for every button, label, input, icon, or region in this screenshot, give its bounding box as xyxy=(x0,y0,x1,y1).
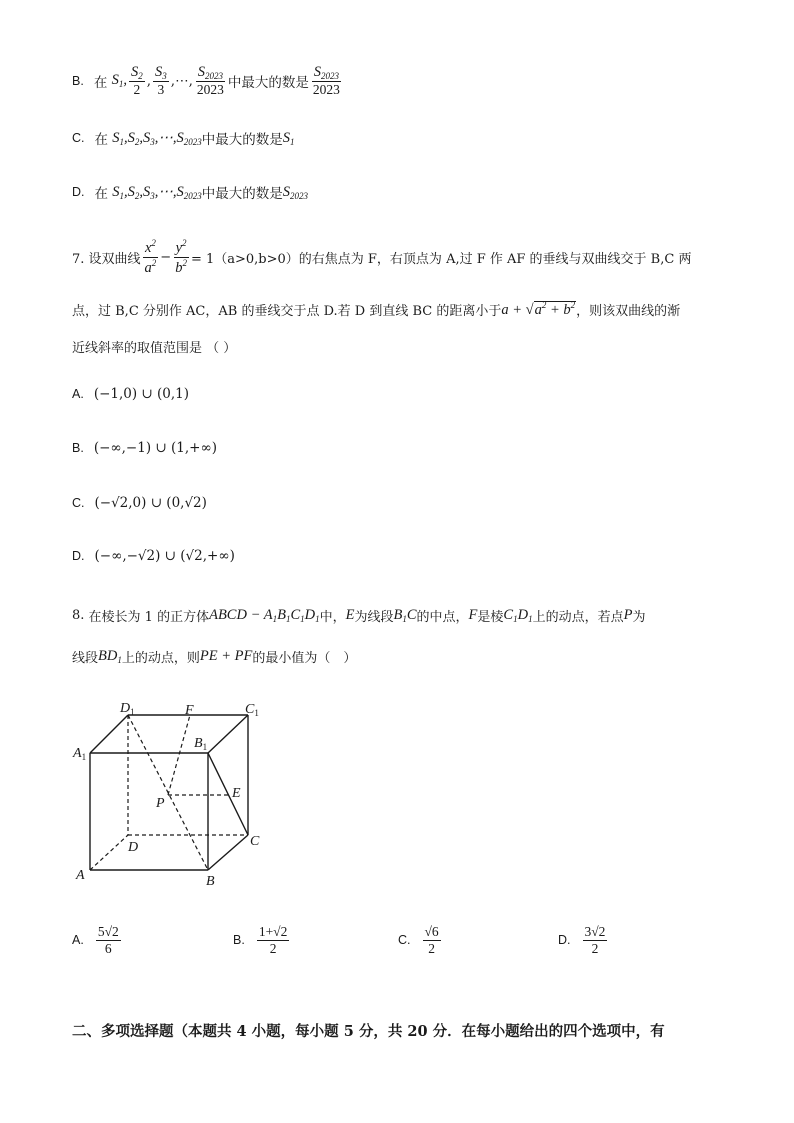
math: E xyxy=(345,607,355,623)
q7-option-c xyxy=(72,495,207,511)
math: $B_1C$ xyxy=(393,607,417,624)
math: F xyxy=(468,607,478,623)
q8-option-a xyxy=(72,924,123,956)
label-a1: $A_1$ xyxy=(73,746,87,762)
text: 上的动点，则 xyxy=(121,651,200,666)
q7-stem-line3 xyxy=(72,337,236,356)
math: $S_1$, xyxy=(111,72,127,90)
math: $C_1D_1$ xyxy=(503,607,533,624)
option-label: D. xyxy=(72,549,85,563)
fraction: $\frac{y^2}{b^2}$ xyxy=(175,238,187,276)
fraction: $\frac{1+√2}{2}$ xyxy=(258,924,288,956)
q7-stem-line1: 7. 设双曲线 $\frac{x^2}{a^2}$ − $\frac{y^2}{b^2}$ = 1（a>0,b>0）的右焦点为 F，右顶点为 A,过 F 作 AF 的垂线与双曲线交于 B,C 两 xyxy=(72,238,692,276)
edge-a1d1 xyxy=(90,715,128,753)
text: 中， xyxy=(319,610,346,625)
text: 的最小值为（ ） xyxy=(252,651,357,666)
q6-option-c xyxy=(72,128,295,148)
fraction: $\frac{S_{2023}}{2023}$ xyxy=(312,64,340,98)
text: 在棱长为 1 的正方体 xyxy=(88,610,210,625)
label-d1: $D_1$ xyxy=(120,701,135,717)
question-number: 8. xyxy=(72,608,85,623)
fraction: $\frac{5√2}{6}$ xyxy=(97,924,119,956)
text: 在 xyxy=(94,186,108,202)
text: = 1（a>0,b>0）的右焦点为 F，右顶点为 A,过 F 作 AF 的垂线与双曲线交于 B,C 两 xyxy=(190,251,692,267)
segment-pf xyxy=(168,715,190,795)
option-label: B. xyxy=(72,73,84,88)
option-label: C. xyxy=(398,933,411,948)
section-heading: 二、多项选择题（本题共 4 小题，每小题 5 分，共 20 分．在每小题给出的四个选项中，有 xyxy=(72,1023,665,1040)
option-label: C. xyxy=(72,131,85,145)
option-text: (−∞,−√2) ∪ (√2,+∞) xyxy=(94,548,235,564)
label-d: D xyxy=(128,840,139,855)
option-label: B. xyxy=(72,441,84,455)
option-text: (−√2,0) ∪ (0,√2) xyxy=(94,495,207,511)
text: 中最大的数是 xyxy=(227,74,309,91)
math: $BD_1$ xyxy=(98,648,122,665)
q7-option-a xyxy=(72,386,189,402)
option-label: A. xyxy=(72,387,84,401)
fraction: $\frac{S_2}{2}$ xyxy=(130,64,143,98)
math: P xyxy=(623,607,633,623)
text: 在 xyxy=(94,132,108,148)
edge-b1c1 xyxy=(208,715,248,753)
text: 上的动点，若点 xyxy=(532,610,624,625)
math: $S_{2023}$ xyxy=(282,183,309,201)
fraction: $\frac{S_{2023}}{2023}$ xyxy=(196,64,224,98)
q7-option-b xyxy=(72,440,217,456)
edge-bc xyxy=(208,835,248,870)
label-c: C xyxy=(250,834,260,849)
math: PE + PF xyxy=(199,648,253,664)
math: ABCD − $A_1B_1C_1D_1$ xyxy=(209,607,320,624)
math: $S_1$ xyxy=(282,129,295,147)
text: 近线斜率的取值范围是 （ ） xyxy=(72,341,237,356)
text: 为线段 xyxy=(354,610,394,625)
option-label: C. xyxy=(72,496,85,510)
edge-ad-hidden xyxy=(90,835,128,870)
text: ，则该双曲线的渐 xyxy=(576,304,681,319)
q7-option-d xyxy=(72,548,235,564)
q8-stem-line2 xyxy=(72,647,356,666)
label-c1: $C_1$ xyxy=(245,702,259,718)
fraction: $\frac{3√2}{2}$ xyxy=(584,924,606,956)
option-label: B. xyxy=(233,933,245,948)
option-label: D. xyxy=(72,185,85,199)
text: 线段 xyxy=(72,651,99,666)
label-b1: $B_1$ xyxy=(194,736,208,752)
option-label: A. xyxy=(72,933,84,948)
fraction: $\frac{S_3}{3}$ xyxy=(155,64,167,98)
cube-figure xyxy=(68,695,278,895)
text: 的中点， xyxy=(416,610,469,625)
text: 点，过 B,C 分别作 AC，AB 的垂线交于点 D.若 D 到直线 BC 的距离小于 xyxy=(72,304,502,319)
text: 7. 设双曲线 xyxy=(72,251,141,267)
math: $S_1,S_2,S_3,\cdots,S_{2023}$ xyxy=(112,129,202,147)
text: 中最大的数是 xyxy=(201,186,283,202)
option-label: D. xyxy=(558,933,571,948)
fraction: $\frac{√6}{2}$ xyxy=(424,924,439,956)
option-text: (−∞,−1) ∪ (1,+∞) xyxy=(93,440,217,456)
text: 中最大的数是 xyxy=(201,132,283,148)
q6-option-d xyxy=(72,182,308,202)
q8-option-c xyxy=(398,924,443,956)
label-b: B xyxy=(206,874,215,889)
q6-option-b: B. 在 $S_1$, $\frac{S_2}{2}$ , $\frac{S_3}{3}$ ,⋯, $\frac{S_{2023}}{2023}$ 中最大的数是 $\frac{S_{2023}}{2023}$ xyxy=(72,64,340,98)
label-p: P xyxy=(156,796,165,811)
fraction: $\frac{x^2}{a^2}$ xyxy=(144,238,157,276)
label-e: E xyxy=(232,786,241,801)
text: 在 xyxy=(93,74,108,91)
q7-stem-line2 xyxy=(72,300,680,319)
math: $S_1,S_2,S_3,\cdots,S_{2023}$ xyxy=(112,183,202,201)
label-f: F xyxy=(185,703,194,718)
option-text: (−1,0) ∪ (0,1) xyxy=(93,386,190,402)
q8-option-b xyxy=(233,924,291,956)
label-a: A xyxy=(76,868,85,883)
text: 是棱 xyxy=(477,610,504,625)
text: 为 xyxy=(632,610,646,625)
math: $a + √a^2 + b^2$ xyxy=(501,300,576,318)
segment-b1c xyxy=(208,753,248,835)
q8-stem-line1 xyxy=(72,606,645,625)
q8-option-d xyxy=(558,924,609,956)
